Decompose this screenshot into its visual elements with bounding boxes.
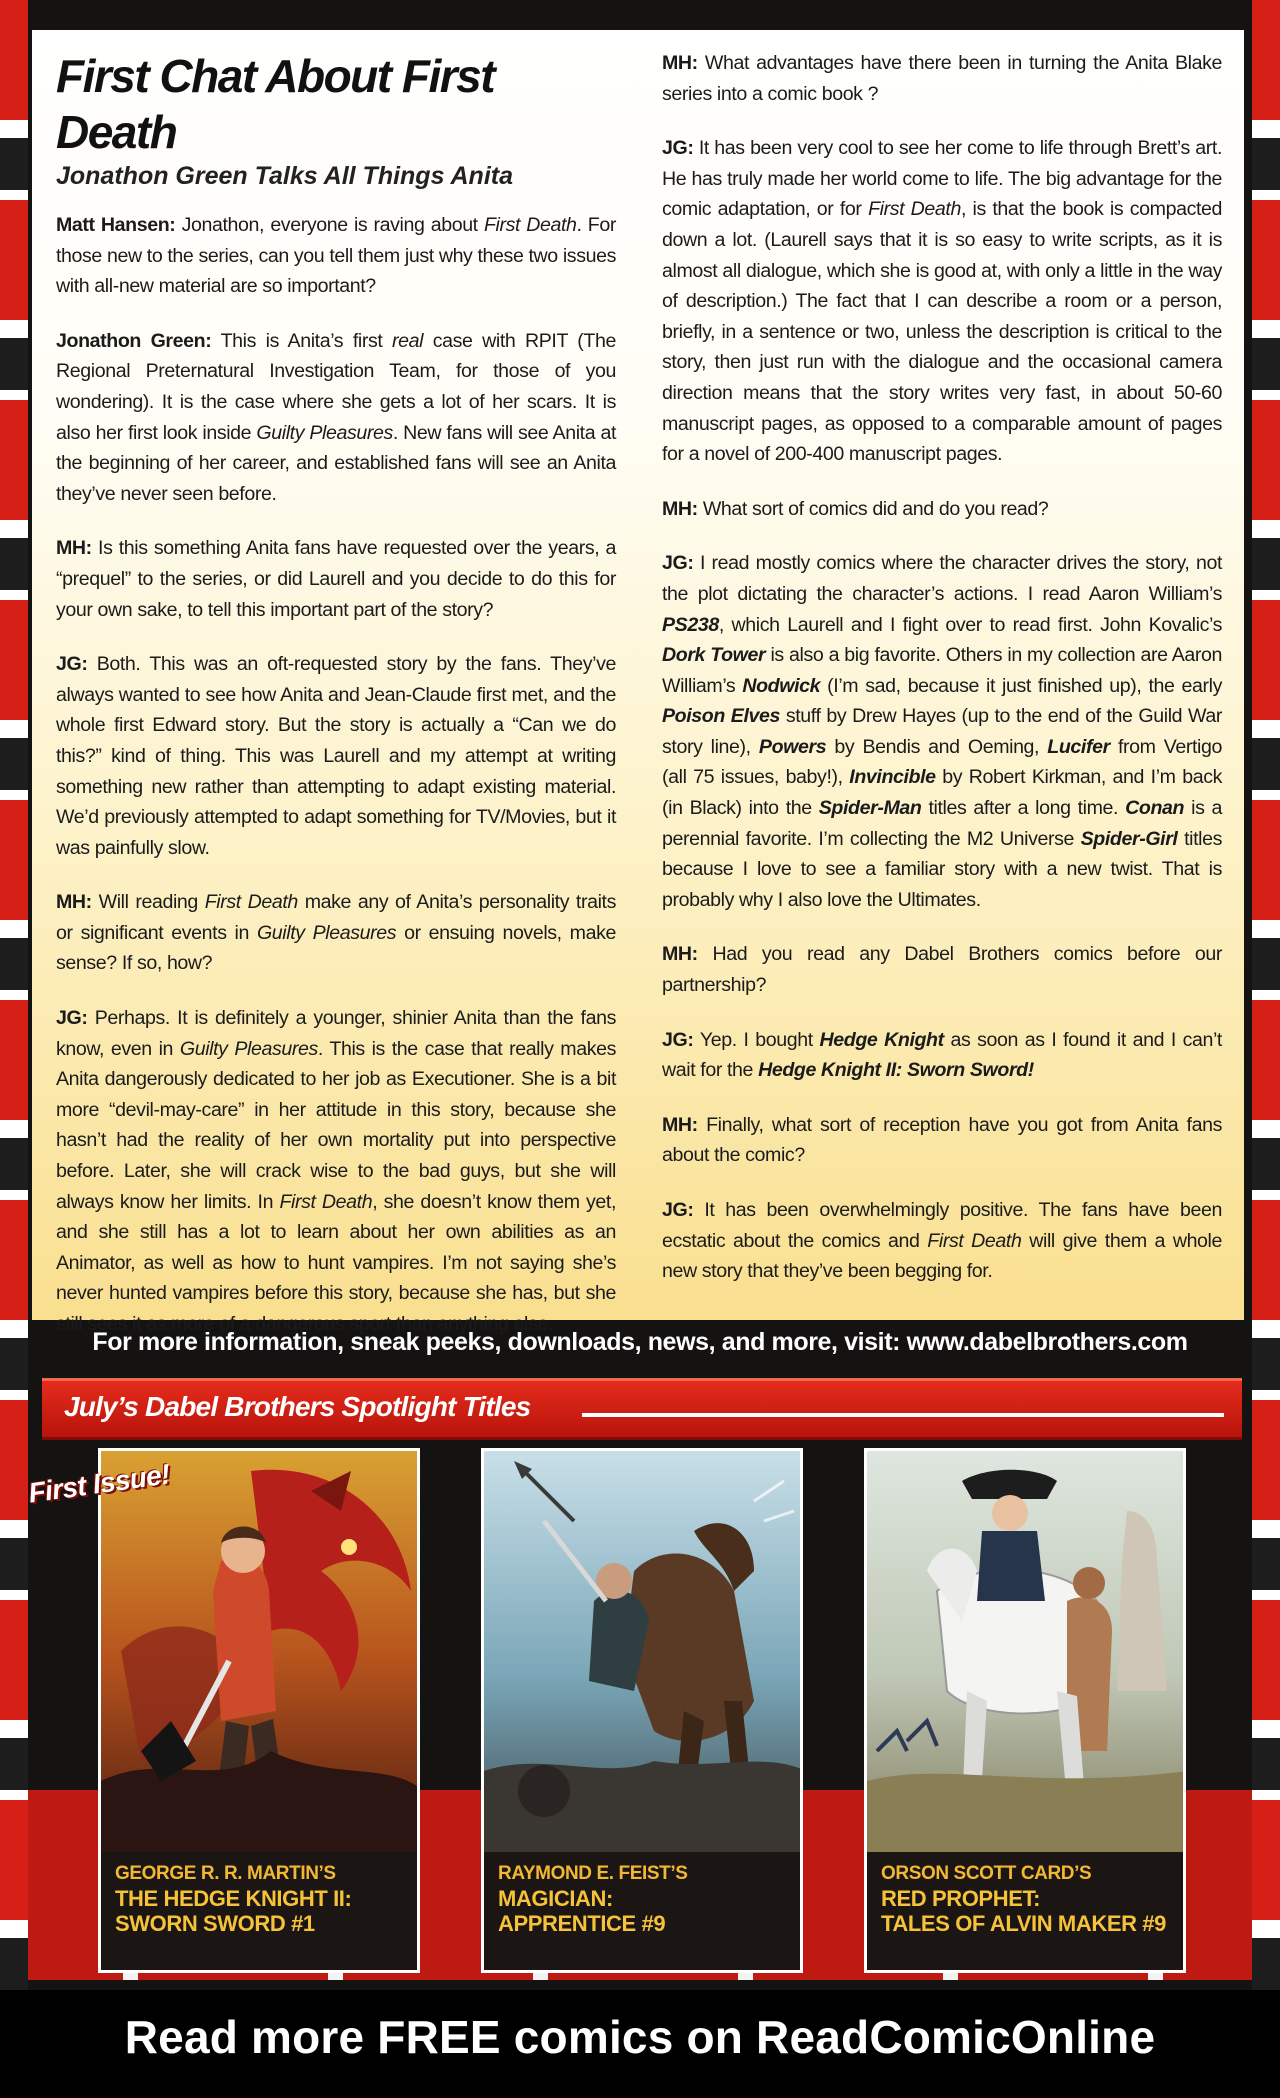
paragraph-text: I read mostly comics where the character drives the story, not the plot dictating the character’s actions. I read Aaron William’s [662, 552, 1222, 605]
spotlight-header-bar [42, 1378, 1242, 1440]
speaker-label: JG: [662, 552, 694, 575]
cover-author: ORSON SCOTT CARD’S [881, 1863, 1092, 1884]
paragraph-text: Spider-Man [818, 797, 922, 820]
paragraph-text: titles because I love to see a familiar story with a new twist. That is probably why I also love the Ultimates. [662, 827, 1222, 911]
speaker-label: JG: [662, 1028, 694, 1051]
speaker-label: MH: [56, 537, 92, 560]
cover-hedge-knight [98, 1448, 420, 1973]
spotlight-title: July’s Dabel Brothers Spotlight Titles [64, 1391, 531, 1422]
paragraph-text: Yep. I bought [693, 1028, 820, 1051]
promo-footer-text: Read more FREE comics on ReadComicOnline [124, 2011, 1156, 2063]
paragraph-text: by Bendis and Oeming, [826, 735, 1048, 758]
cover-author: GEORGE R. R. MARTIN’S [115, 1863, 336, 1884]
paragraph-text: Will reading [91, 891, 205, 914]
paragraph-text: . For those new to the series, can you tell them just why these two issues with all-new material are so important? [56, 214, 617, 298]
paragraph-text: What advantages have there been in turning the Anita Blake series into a comic book ? [662, 52, 1222, 105]
interview-paragraph [56, 533, 616, 625]
interview-paragraph [56, 326, 616, 510]
cover-series-subtitle: TALES OF ALVIN MAKER #9 [881, 1911, 1166, 1936]
interview-paragraph [56, 210, 616, 302]
cover-series-subtitle: APPRENTICE #9 [498, 1911, 666, 1936]
speaker-label: JG: [56, 653, 88, 676]
left-decorative-stripe [0, 0, 28, 1990]
interview-paragraph [56, 887, 616, 979]
paragraph-text: It has been overwhelmingly positive. The fans have been ecstatic about the comics and [662, 1199, 1222, 1252]
speaker-label: JG: [662, 137, 694, 160]
paragraph-text: will give them a whole new story that they’ve been begging for. [662, 1229, 1223, 1283]
paragraph-text: What sort of comics did and do you read? [697, 497, 1049, 520]
interview-paragraph [662, 133, 1222, 470]
paragraph-text: This is Anita’s first [211, 329, 393, 352]
left-paragraphs [56, 210, 616, 1340]
paragraph-text: PS238 [662, 613, 719, 636]
speaker-label: Matt Hansen: [56, 214, 176, 236]
paragraph-text: as soon as I found it and I can’t wait for the [662, 1028, 1222, 1082]
right-decorative-stripe [1252, 0, 1280, 1990]
interview-paragraph [662, 494, 1222, 525]
interview-paragraph [56, 1003, 616, 1340]
paragraph-text: make any of Anita’s personality traits or significant events in [56, 891, 616, 944]
interview-paragraph [662, 48, 1222, 109]
promo-footer-banner [0, 1990, 1280, 2098]
cover-caption-hedge-knight [101, 1852, 417, 1970]
paragraph-text: Guilty Pleasures [179, 1037, 318, 1060]
paragraph-text: Guilty Pleasures [256, 421, 393, 444]
paragraph-text: is also a big favorite. Others in my collection are Aaron William’s [662, 644, 1222, 697]
paragraph-text: is a perennial favorite. I’m collecting the M2 Universe [662, 797, 1222, 850]
paragraph-text: First Death [868, 198, 961, 221]
speaker-label: MH: [662, 52, 698, 74]
paragraph-text: stuff by Drew Hayes (up to the end of the Guild War story line), [662, 705, 1222, 758]
paragraph-text: . New fans will see Anita at the beginning of her career, and established fans will see an Anita they’ve never seen before. [56, 421, 616, 505]
speaker-label: MH: [662, 943, 698, 966]
cover-author: RAYMOND E. FEIST’S [498, 1863, 688, 1884]
paragraph-text: by Robert Kirkman, and I’m back (in Black) into the [662, 766, 1222, 820]
speaker-label: MH: [662, 1113, 698, 1136]
article-subtitle: Jonathon Green Talks All Things Anita [56, 162, 513, 190]
paragraph-text: Nodwick [742, 674, 821, 697]
paragraph-text: Poison Elves [662, 705, 780, 728]
paragraph-text: Finally, what sort of reception have you got from Anita fans about the comic? [662, 1113, 1222, 1167]
interview-paragraph [662, 939, 1222, 1000]
speaker-label: Jonathon Green: [56, 329, 212, 352]
cover-magician-apprentice [481, 1448, 803, 1973]
paragraph-text: Spider-Girl [1080, 827, 1178, 850]
paragraph-text: Jonathon, everyone is raving about [175, 214, 484, 236]
cover-caption-red-prophet [867, 1852, 1183, 1970]
cover-art-dragon-knight [101, 1451, 420, 1861]
cover-art-horse-rider [484, 1451, 803, 1861]
cover-series-title: RED PROPHET: [881, 1886, 1040, 1911]
speaker-label: MH: [56, 891, 92, 914]
paragraph-text: It has been very cool to see her come to life through Brett’s art. He has truly made her world come to life. The big advantage for the comic adaptation, or for [662, 137, 1222, 221]
paragraph-text: , which Laurell and I fight over to read first. John Kovalic’s [718, 613, 1222, 636]
paragraph-text: titles after a long time. [921, 797, 1126, 820]
paragraph-text: Powers [758, 735, 827, 758]
paragraph-text: Invincible [849, 766, 936, 789]
paragraph-text: , is that the book is compacted down a lot. (Laurell says that it is so easy to write scripts, as it is almost all dialogue, which she is good at, with only a little in the way of description.) The fact that I can describe a room or a person, briefly, in a sentence or two, unless the description is critical to the story, then just run with the dialogue and the occasional camera direction means that the story writes very fast, in about 50-60 manuscript pages, as opposed to a comparable amount of pages for a novel of 200-400 manuscript pages. [662, 198, 1222, 466]
interview-paragraph [662, 548, 1222, 915]
interview-paragraph [662, 1110, 1222, 1171]
interview-paragraph [662, 1025, 1222, 1086]
paragraph-text: Hedge Knight II: Sworn Sword! [758, 1059, 1034, 1082]
cover-series-title: THE HEDGE KNIGHT II: [115, 1886, 352, 1911]
paragraph-text: (I’m sad, because it just finished up), the early [820, 674, 1223, 697]
visit-website-line: For more information, sneak peeks, downloads, news, and more, visit: www.dabelbrothers.com [92, 1328, 1188, 1356]
cover-art-napoleon-horse [867, 1451, 1186, 1861]
article-left-column [56, 48, 616, 1364]
paragraph-text: Is this something Anita fans have requested over the years, a “prequel” to the series, or did Laurell and you decide to do this for your own sake, to tell this important part of the story? [56, 537, 616, 621]
paragraph-text: Had you read any Dabel Brothers comics before our partnership? [662, 943, 1222, 997]
paragraph-text: Both. This was an oft-requested story by the fans. They’ve always wanted to see how Anita and Jean-Claude first met, and the whole first Edward story. But the story is actually a “Can we do this?” kind of thing. This was Laurell and my attempt at writing something new rather than attempting to adapt existing material. We’d previously attempted to adapt something for TV/Movies, but it was painfully slow. [56, 653, 616, 859]
spotlight-rule-divider [582, 1413, 1224, 1417]
speaker-label: JG: [56, 1007, 88, 1030]
paragraph-text: First Death [204, 891, 298, 914]
paragraph-text: First Death [279, 1190, 373, 1213]
paragraph-text: Conan [1125, 797, 1185, 820]
interview-paragraph [56, 649, 616, 863]
paragraph-text: First Death [483, 214, 577, 236]
article-right-column [662, 48, 1222, 1311]
cover-series-subtitle: SWORN SWORD #1 [115, 1911, 315, 1936]
cover-series-title: MAGICIAN: [498, 1886, 613, 1911]
paragraph-text: Perhaps. It is definitely a younger, shinier Anita than the fans know, even in [56, 1007, 616, 1060]
cover-caption-magician [484, 1852, 800, 1970]
speaker-label: JG: [662, 1199, 694, 1221]
paragraph-text: Dork Tower [662, 644, 766, 667]
interview-paragraph [662, 1195, 1222, 1287]
paragraph-text: , she doesn’t know them yet, and she still has a lot to learn about her own abilities as an Animator, as well as how to hunt vampires. I’m not saying she’s never hunted vampires before this story, because she has, but she still sees it as more of a dangerous sport than anything else. [56, 1190, 616, 1335]
speaker-label: MH: [662, 497, 698, 520]
paragraph-text: Guilty Pleasures [256, 921, 397, 944]
paragraph-text: . This is the case that really makes Anita dangerously dedicated to her job as Executioner. She is a bit more “devil-may-care” in her attitude in this story, because she hasn’t had the reality of her own mortality put into perspective before. Later, she will crack wise to the bad guys, but she will always know her limits. In [56, 1037, 617, 1213]
article-title: First Chat About First Death [56, 50, 495, 158]
paragraph-text: Hedge Knight [819, 1028, 944, 1051]
paragraph-text: case with RPIT (The Regional Preternatural Investigation Team, for those of you wondering). It is the case where she gets a lot of her scars. It is also her first look inside [56, 329, 616, 444]
first-issue-badge: First Issue! [26, 1458, 172, 1509]
paragraph-text: or ensuing novels, make sense? If so, how? [56, 921, 616, 975]
paragraph-text: real [392, 329, 424, 352]
paragraph-text: from Vertigo (all 75 issues, baby!), [662, 735, 1222, 789]
cover-red-prophet [864, 1448, 1186, 1973]
interview-article [32, 30, 1244, 1335]
paragraph-text: Lucifer [1047, 735, 1110, 758]
paragraph-text: First Death [927, 1229, 1022, 1252]
right-paragraphs [662, 48, 1222, 1287]
